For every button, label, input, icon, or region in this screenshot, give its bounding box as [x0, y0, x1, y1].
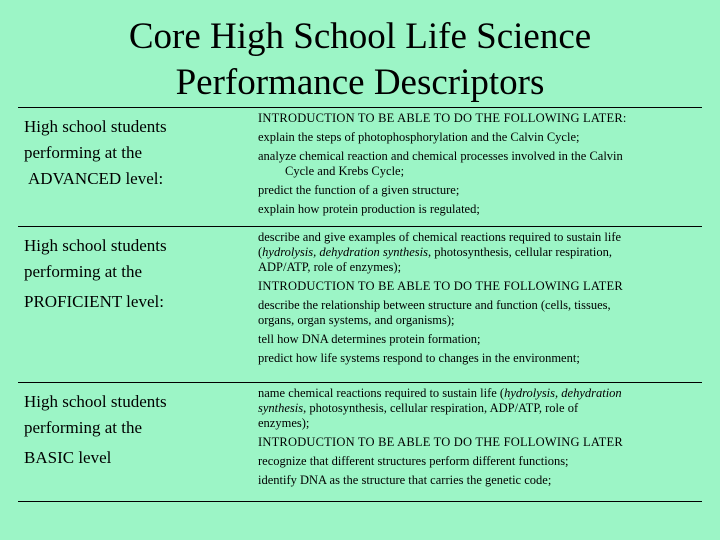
descriptor-item: identify DNA as the structure that carries the genetic code; [258, 473, 552, 487]
title-line-1: Core High School Life Science [128, 16, 592, 57]
level-label-line: performing at the [24, 143, 143, 162]
text-run: ( [258, 245, 263, 259]
basic-level-label [18, 383, 248, 501]
proficient-descriptors [248, 227, 702, 382]
level-label-line: High school students [24, 392, 167, 411]
descriptor-item-line [258, 245, 692, 260]
proficient-level-label [18, 227, 248, 382]
descriptor-table [18, 107, 702, 502]
page-title [0, 14, 720, 106]
level-label-line: performing at the [24, 262, 143, 281]
advanced-row [18, 108, 702, 226]
descriptor-item-line: describe and give examples of chemical reactions required to sustain life [258, 230, 622, 244]
level-label-line: High school students [24, 117, 167, 136]
level-label-line: High school students [24, 236, 167, 255]
descriptor-item: predict how life systems respond to changes in the environment; [258, 351, 580, 365]
descriptor-item [258, 386, 692, 431]
descriptor-item [258, 298, 692, 328]
text-run: name chemical reactions required to sustain life ( [258, 386, 505, 400]
level-label-line: ADVANCED level: [28, 169, 164, 188]
descriptor-item-line: describe the relationship between structure and function (cells, tissues, [258, 298, 611, 312]
descriptor-item [258, 230, 692, 275]
descriptor-item-line: Cycle and Krebs Cycle; [285, 164, 405, 178]
italic-run: synthesis [258, 401, 304, 415]
descriptor-intro: INTRODUCTION TO BE ABLE TO DO THE FOLLOWING LATER: [258, 111, 627, 125]
descriptor-item-line: ADP/ATP, role of enzymes); [258, 260, 402, 274]
descriptor-item-line: organs, organ systems, and organisms); [258, 313, 455, 327]
descriptor-item-line [258, 386, 692, 401]
italic-run: hydrolysis, dehydration [504, 386, 622, 400]
advanced-descriptors [248, 108, 702, 226]
descriptor-item: predict the function of a given structure; [258, 183, 460, 197]
descriptor-intro: INTRODUCTION TO BE ABLE TO DO THE FOLLOWING LATER [258, 279, 623, 293]
text-run: , photosynthesis, cellular respiration, ADP/ATP, role of [303, 401, 579, 415]
descriptor-intro: INTRODUCTION TO BE ABLE TO DO THE FOLLOWING LATER [258, 435, 623, 449]
level-label-line: PROFICIENT level: [24, 292, 164, 311]
descriptor-item-line [258, 401, 692, 416]
proficient-row [18, 226, 702, 382]
level-label-line: BASIC level [24, 448, 112, 467]
text-run: , photosynthesis, cellular respiration, [428, 245, 613, 259]
descriptor-item [258, 149, 692, 179]
descriptor-item-line: enzymes); [258, 416, 310, 430]
title-line-2: Performance Descriptors [175, 62, 545, 103]
descriptor-item: explain the steps of photophosphorylation and the Calvin Cycle; [258, 130, 580, 144]
descriptor-item: recognize that different structures perform different functions; [258, 454, 569, 468]
basic-row [18, 382, 702, 501]
italic-run: hydrolysis, dehydration synthesis [262, 245, 429, 259]
descriptor-item: explain how protein production is regulated; [258, 202, 480, 216]
descriptor-item: tell how DNA determines protein formation; [258, 332, 481, 346]
descriptor-item-line: analyze chemical reaction and chemical processes involved in the Calvin [258, 149, 623, 163]
basic-descriptors [248, 383, 702, 501]
advanced-level-label [18, 108, 248, 226]
level-label-line: performing at the [24, 418, 143, 437]
